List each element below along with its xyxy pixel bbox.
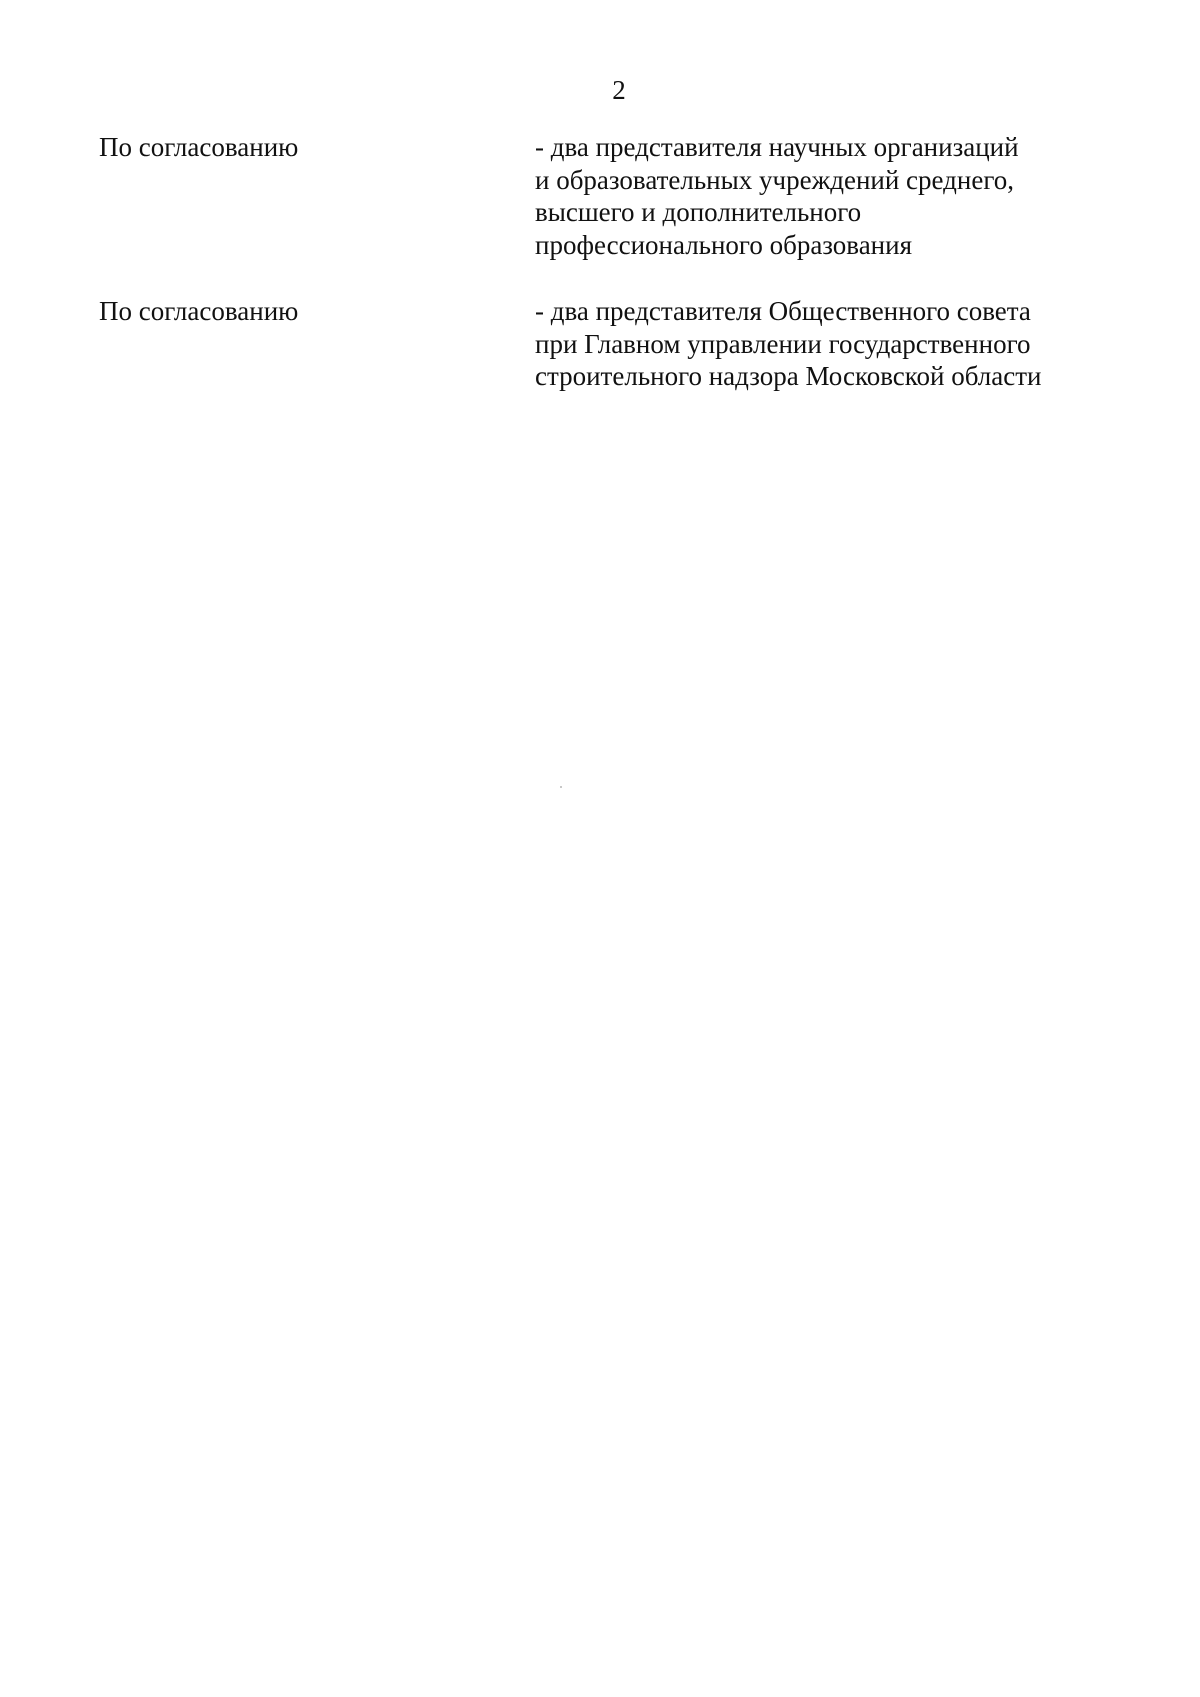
description-line: при Главном управлении государственного — [535, 328, 1031, 359]
description-line: - два представителя научных организаций — [535, 132, 1019, 162]
member-description — [535, 131, 1119, 261]
approval-note: По согласованию — [99, 132, 299, 162]
page-number: 2 — [612, 75, 626, 105]
approval-note: По согласованию — [99, 296, 299, 326]
member-description — [535, 295, 1119, 393]
list-item — [99, 131, 1119, 261]
list-item — [99, 295, 1119, 393]
member-list — [99, 131, 1119, 393]
scan-speck — [560, 786, 562, 788]
description-line: и образовательных учреждений среднего, — [535, 164, 1014, 195]
description-line: - два представителя Общественного совета — [535, 296, 1031, 326]
description-line: строительного надзора Московской области — [535, 361, 1042, 391]
description-line: высшего и дополнительного — [535, 197, 862, 227]
description-line: профессионального образования — [535, 229, 912, 260]
